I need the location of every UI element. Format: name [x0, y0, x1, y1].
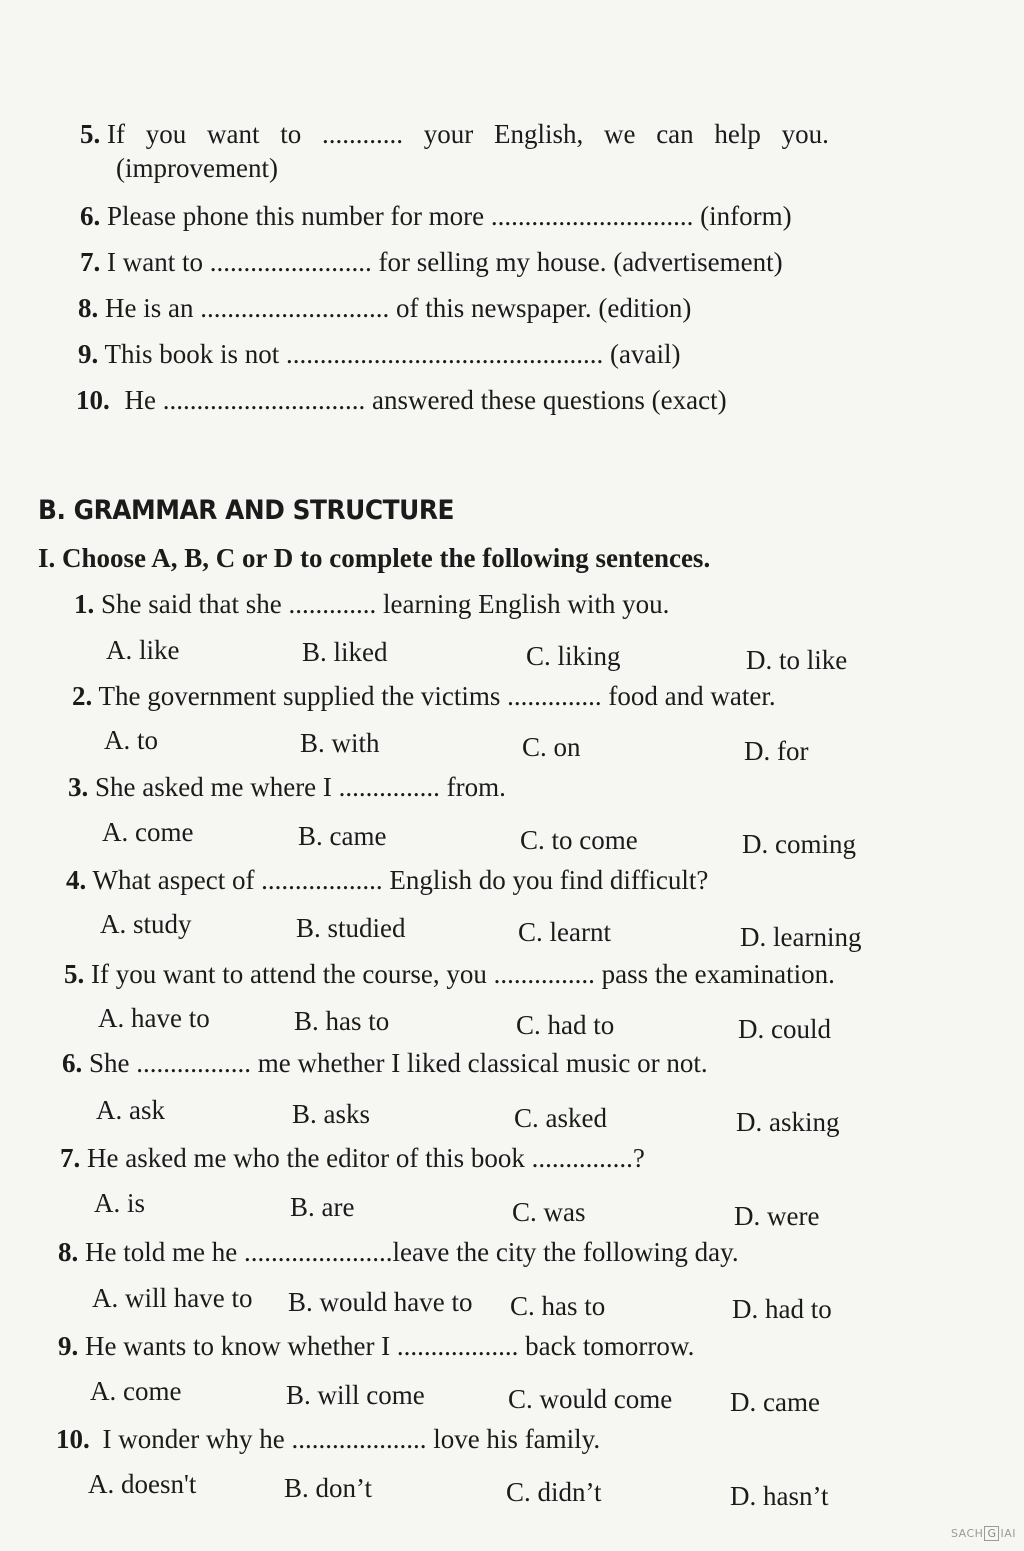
question: [68, 771, 506, 803]
option-b: B. liked: [302, 637, 388, 667]
option-b: B. would have to: [288, 1287, 473, 1317]
option-c: C. learnt: [518, 917, 611, 947]
item-number: 10.: [76, 385, 110, 415]
option-a: A. come: [90, 1376, 182, 1406]
option-d: D. hasn’t: [730, 1481, 829, 1511]
question: [66, 864, 708, 896]
question-text: What aspect of .................. English do you find difficult?: [92, 865, 709, 895]
option-a: A. study: [100, 909, 192, 939]
question-text: She ................. me whether I liked classical music or not.: [89, 1048, 708, 1078]
question-number: 10.: [56, 1424, 90, 1454]
watermark-text-left: SACH: [950, 1527, 984, 1540]
option-c: C. was: [512, 1197, 586, 1227]
option-c: C. asked: [514, 1103, 607, 1133]
option-c: C. on: [522, 732, 581, 762]
option-b: B. are: [290, 1192, 355, 1222]
option-a: A. like: [106, 635, 180, 665]
question-text: He asked me who the editor of this book ...............?: [87, 1143, 645, 1173]
exercise-a-item: [78, 292, 691, 324]
item-number: 6.: [80, 201, 101, 231]
question: [60, 1142, 645, 1174]
option-d: D. had to: [732, 1294, 832, 1324]
question-number: 9.: [58, 1331, 79, 1361]
option-a: A. is: [94, 1188, 146, 1218]
exercise-a-item: [76, 384, 727, 416]
option-d: D. were: [734, 1201, 820, 1231]
option-a: A. to: [104, 725, 158, 755]
question-number: 7.: [60, 1143, 81, 1173]
option-c: C. has to: [510, 1291, 606, 1321]
question-text: She said that she ............. learning English with you.: [101, 589, 670, 619]
question-text: She asked me where I ............... from.: [95, 772, 506, 802]
exercise-a-item: [80, 246, 783, 278]
option-d: D. coming: [742, 829, 856, 859]
item-text: He .............................. answered these questions (exact): [124, 385, 727, 415]
option-c: C. to come: [520, 825, 638, 855]
option-b: B. will come: [286, 1380, 425, 1410]
question-number: 8.: [58, 1237, 79, 1267]
option-d: D. learning: [740, 922, 862, 952]
option-d: D. for: [744, 736, 809, 766]
option-b: B. studied: [296, 913, 406, 943]
item-text: This book is not ............................................... (avail): [104, 339, 681, 369]
item-number: 9.: [78, 339, 99, 369]
section-heading: B. GRAMMAR AND STRUCTURE: [38, 495, 455, 526]
question-text: He wants to know whether I .................. back tomorrow.: [85, 1331, 695, 1361]
question-text: The government supplied the victims .............. food and water.: [98, 681, 776, 711]
option-c: C. didn’t: [506, 1477, 602, 1507]
option-a: A. ask: [96, 1095, 165, 1125]
option-b: B. came: [298, 821, 387, 851]
question-number: 2.: [72, 681, 93, 711]
watermark-box-letter: G: [984, 1526, 999, 1541]
item-number: 5.: [80, 119, 101, 149]
question: [56, 1423, 600, 1455]
option-c: C. liking: [526, 641, 621, 671]
option-d: D. to like: [746, 645, 848, 675]
item-number: 8.: [78, 293, 99, 323]
item-text: He is an ............................ of this newspaper. (edition): [105, 293, 692, 323]
question-number: 6.: [62, 1048, 83, 1078]
option-b: B. don’t: [284, 1473, 373, 1503]
question-number: 5.: [64, 959, 85, 989]
item-text: Please phone this number for more .............................. (inform): [107, 201, 792, 231]
option-d: D. came: [730, 1387, 820, 1417]
exercise-a-item: [80, 200, 792, 232]
item-number: 7.: [80, 247, 101, 277]
option-a: A. have to: [98, 1003, 210, 1033]
option-b: B. asks: [292, 1099, 371, 1129]
question: [74, 588, 669, 620]
item-text: If you want to ............ your English, we can help you.: [107, 119, 829, 149]
question: [72, 680, 776, 712]
exercise-a-item-continuation: [116, 152, 278, 184]
option-a: A. doesn't: [88, 1469, 197, 1499]
option-c: C. had to: [516, 1010, 615, 1040]
instruction: I. Choose A, B, C or D to complete the following sentences.: [38, 543, 711, 573]
option-d: D. asking: [736, 1107, 840, 1137]
question: [58, 1330, 694, 1362]
question: [58, 1236, 739, 1268]
watermark-text-right: IAI: [1000, 1527, 1016, 1540]
question-number: 3.: [68, 772, 89, 802]
exercise-a-item: [80, 118, 960, 150]
option-b: B. has to: [294, 1006, 390, 1036]
exercise-a-item: [78, 338, 680, 370]
question-number: 4.: [66, 865, 87, 895]
option-a: A. come: [102, 817, 194, 847]
option-d: D. could: [738, 1014, 831, 1044]
question: [64, 958, 835, 990]
item-text-continued: (improvement): [116, 153, 278, 183]
watermark-logo: [951, 1526, 1016, 1541]
option-b: B. with: [300, 728, 380, 758]
question-text: I wonder why he .................... love his family.: [102, 1424, 601, 1454]
item-text: I want to ........................ for selling my house. (advertisement): [107, 247, 783, 277]
option-c: C. would come: [508, 1384, 673, 1414]
question: [62, 1047, 708, 1079]
option-a: A. will have to: [92, 1283, 253, 1313]
question-number: 1.: [74, 589, 95, 619]
question-text: If you want to attend the course, you ............... pass the examination.: [91, 959, 835, 989]
question-text: He told me he ......................leave the city the following day.: [85, 1237, 739, 1267]
